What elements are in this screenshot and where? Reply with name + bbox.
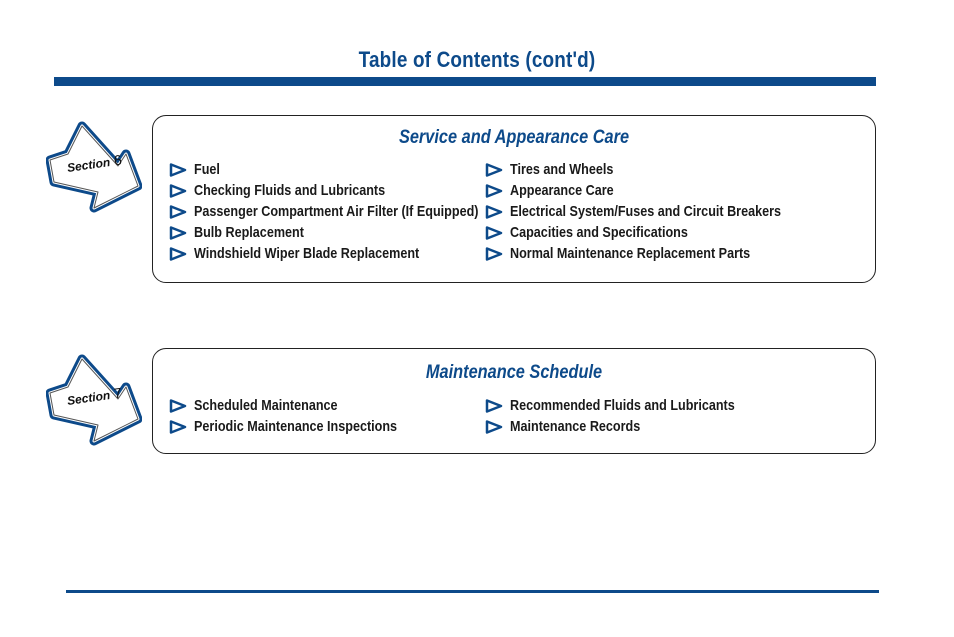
section-6-right-list (485, 159, 833, 264)
triangle-bullet-icon (169, 247, 187, 261)
badge-number: 7 (112, 384, 123, 402)
triangle-bullet-icon (169, 184, 187, 198)
section-7-left-list (169, 395, 436, 437)
badge-label: Section (66, 155, 112, 175)
footer-rule (66, 590, 879, 593)
badge-number: 6 (112, 151, 123, 169)
triangle-bullet-icon (169, 163, 187, 177)
section-7-badge[interactable] (46, 353, 142, 449)
triangle-bullet-icon (485, 163, 503, 177)
section-7-title[interactable]: Maintenance Schedule (425, 362, 603, 383)
list-item[interactable]: Periodic Maintenance Inspections (169, 416, 436, 437)
list-item[interactable]: Fuel (169, 159, 533, 180)
triangle-bullet-icon (485, 420, 503, 434)
triangle-bullet-icon (169, 420, 187, 434)
section-7-right-list (485, 395, 778, 437)
triangle-bullet-icon (485, 399, 503, 413)
triangle-bullet-icon (485, 205, 503, 219)
list-item[interactable]: Passenger Compartment Air Filter (If Equipped) (169, 201, 533, 222)
list-item[interactable]: Appearance Care (485, 180, 833, 201)
list-item[interactable]: Tires and Wheels (485, 159, 833, 180)
list-item[interactable]: Maintenance Records (485, 416, 778, 437)
list-item[interactable]: Bulb Replacement (169, 222, 533, 243)
header-rule (54, 77, 876, 86)
list-item[interactable]: Capacities and Specifications (485, 222, 833, 243)
section-6-badge[interactable] (46, 120, 142, 216)
badge-label: Section (66, 388, 112, 408)
triangle-bullet-icon (485, 226, 503, 240)
list-item[interactable]: Electrical System/Fuses and Circuit Breakers (485, 201, 833, 222)
section-6-left-list (169, 159, 533, 264)
list-item[interactable]: Windshield Wiper Blade Replacement (169, 243, 533, 264)
triangle-bullet-icon (485, 184, 503, 198)
list-item[interactable]: Recommended Fluids and Lubricants (485, 395, 778, 416)
page-title: Table of Contents (cont'd) (358, 47, 596, 72)
section-6-box (152, 115, 876, 283)
list-item[interactable]: Checking Fluids and Lubricants (169, 180, 533, 201)
section-6-title[interactable]: Service and Appearance Care (398, 127, 630, 148)
list-item[interactable]: Scheduled Maintenance (169, 395, 436, 416)
section-7-box (152, 348, 876, 454)
triangle-bullet-icon (169, 399, 187, 413)
triangle-bullet-icon (169, 226, 187, 240)
triangle-bullet-icon (169, 205, 187, 219)
triangle-bullet-icon (485, 247, 503, 261)
list-item[interactable]: Normal Maintenance Replacement Parts (485, 243, 833, 264)
